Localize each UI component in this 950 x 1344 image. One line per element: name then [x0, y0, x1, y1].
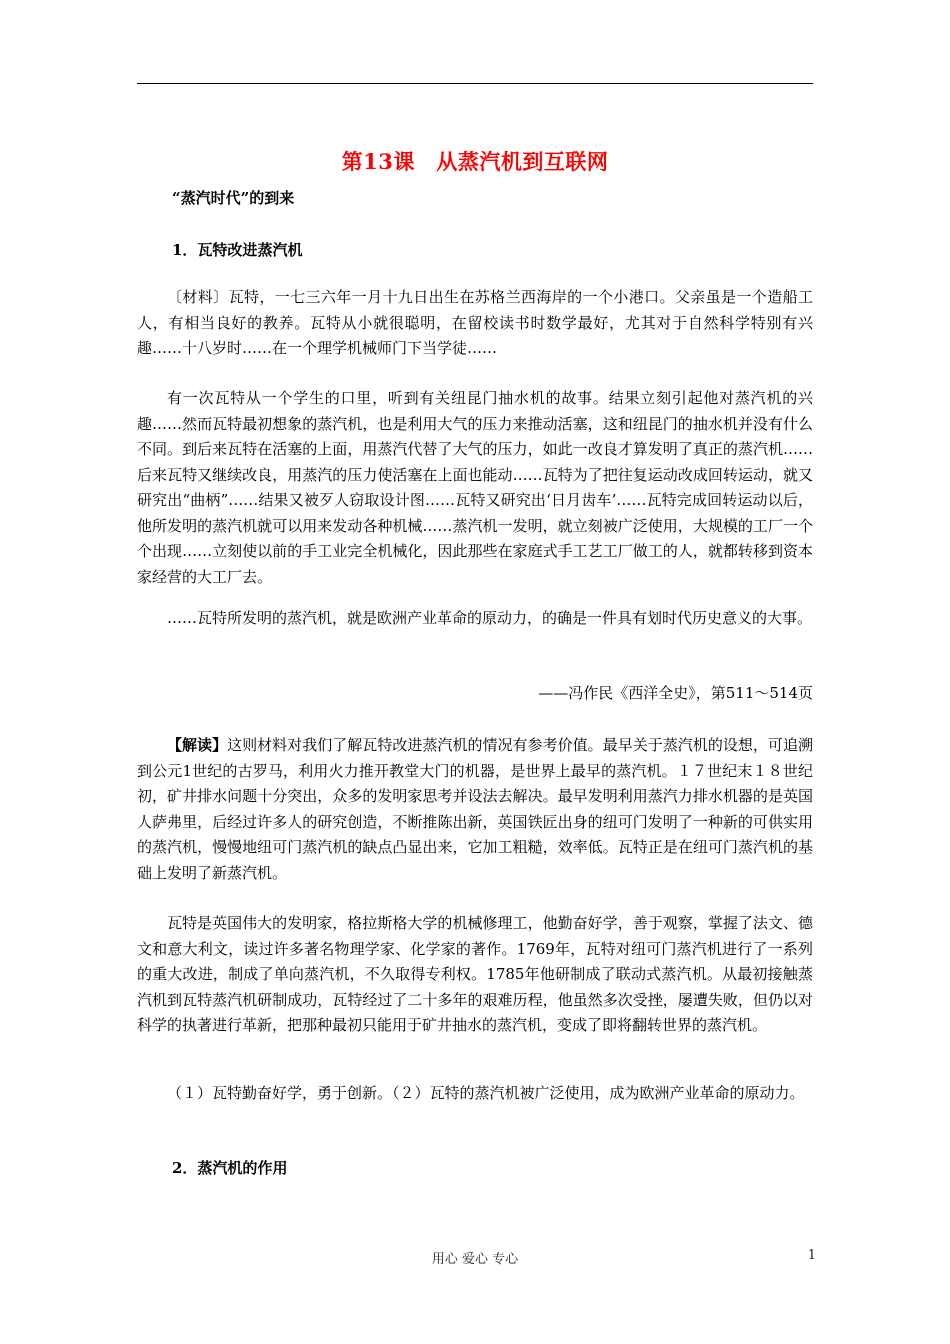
section-heading-era: “蒸汽时代”的到来 — [172, 189, 295, 207]
section-heading-1: 1．瓦特改进蒸汽机 — [172, 241, 303, 259]
material-paragraph-3: ……瓦特所发明的蒸汽机，就是欧洲产业革命的原动力，的确是一件具有划时代历史意义的大事。 — [167, 609, 813, 627]
footer-motto: 用心 爱心 专心 — [431, 1252, 519, 1267]
page-number: 1 — [807, 1248, 816, 1263]
reading-paragraph-3: （１）瓦特勤奋好学，勇于创新。（２）瓦特的蒸汽机被广泛使用，成为欧洲产业革命的原动力。 — [167, 1084, 805, 1102]
reading-paragraph-2: 瓦特是英国伟大的发明家，格拉斯格大学的机械修理工，他勤奋好学，善于观察，掌握了法文、德文和意大利文，读过许多著名物理学家、化学家的著作。1769年，瓦特对纽可门蒸汽机进行了一系列的重大改进，制成了单向蒸汽机，不久取得专利权。1785年他研制成了联动式蒸汽机。从最初接触蒸汽机到瓦特蒸汽机研制成功，瓦特经过了二十多年的艰难历程，他虽然多次受挫，屡遭失败，但仍以对科学的执著进行革新，把那种最初只能用于矿井抽水的蒸汽机，变成了即将翻转世界的蒸汽机。 — [137, 914, 813, 1034]
reading-label: 【解读】 — [167, 736, 228, 754]
material-label: 〔材料〕 — [167, 288, 229, 306]
material-paragraph-2: 有一次瓦特从一个学生的口里，听到有关纽昆门抽水机的故事。结果立刻引起他对蒸汽机的兴趣……然而瓦特最初想象的蒸汽机，也是利用大气的压力来推动活塞，这和纽昆门的抽水机并没有什么不同。到后来瓦特在活塞的上面，用蒸汽代替了大气的压力，如此一改良才算发明了真正的蒸汽机……后来瓦特又继续改良，用蒸汽的压力使活塞在上面也能动……瓦特为了把往复运动改成回转运动，就又研究出“曲柄”……结果又被歹人窃取设计图……瓦特又研究出‘日月齿车’……瓦特完成回转运动以后，他所发明的蒸汽机就可以用来发动各种机械……蒸汽机一发明，就立刻被广泛使用，大规模的工厂一个个出现……立刻使以前的手工业完全机械化，因此那些在家庭式手工艺工厂做工的人，就都转移到资本家经营的大工厂去。 — [137, 389, 813, 586]
lesson-title: 第13课 从蒸汽机到互联网 — [341, 149, 609, 174]
material-paragraph-1: 〔材料〕瓦特，一七三六年一月十九日出生在苏格兰西海岸的一个小港口。父亲虽是一个造船工人，有相当良好的教养。瓦特从小就很聪明，在留校读书时数学最好，尤其对于自然科学特别有兴趣……十八岁时……在一个理学机械师门下当学徒…… — [137, 288, 813, 357]
reading-paragraph-1: 【解读】这则材料对我们了解瓦特改进蒸汽机的情况有参考价值。最早关于蒸汽机的设想，可追溯到公元1世纪的古罗马，利用火力推开教堂大门的机器，是世界上最早的蒸汽机。１７世纪末１８世纪初，矿井排水问题十分突出，众多的发明家思考并设法去解决。最早发明利用蒸汽力排水机器的是英国人萨弗里，后经过许多人的研究创造，不断推陈出新，英国铁匠出身的纽可门发明了一种新的可供实用的蒸汽机，慢慢地纽可门蒸汽机的缺点凸显出来，它加工粗糙，效率低。瓦特正是在纽可门蒸汽机的基础上发明了新蒸汽机。 — [137, 736, 813, 882]
header-rule — [137, 83, 813, 84]
section-heading-2: 2．蒸汽机的作用 — [172, 1159, 288, 1177]
material-source: ——冯作民《西洋全史》，第511～514页 — [538, 684, 813, 702]
